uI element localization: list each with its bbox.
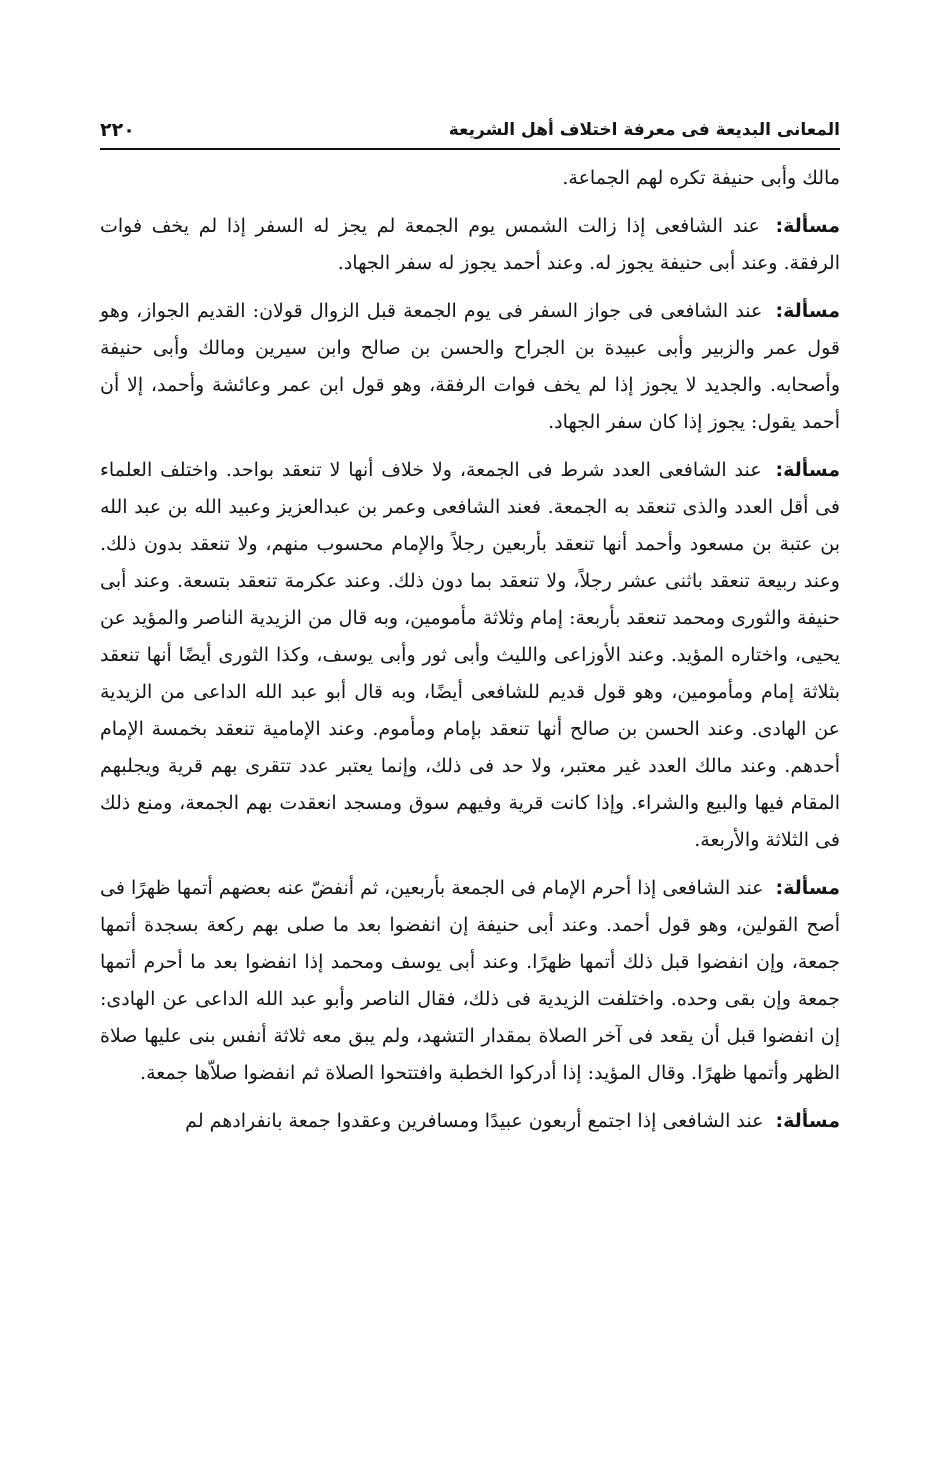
masala-label: مسألة: (775, 215, 841, 237)
masala-paragraph-2 (100, 293, 840, 441)
masala-paragraph-1 (100, 208, 840, 282)
masala-text: عند الشافعى إذا أحرم الإمام فى الجمعة بأربعين، ثم أنفضّ عنه بعضهم أتمها ظهرًا فى أصح القولين، وهو قول أحمد. وعند أبى حنيفة إن انفضوا بعد ما صلى بهم ركعة بسجدة أتمها جمعة، وإن انفضوا قبل ذلك أتمها ظهرًا. وعند أبى يوسف ومحمد إذا انفضوا بعد ما أحرم أتمها جمعة وإن بقى وحده. واختلفت الزيدية فى ذلك، فقال الناصر وأبو عبد الله الداعى عن الهادى: إن انفضوا قبل أن يقعد فى آخر الصلاة بمقدار التشهد، ولم يبق معه ثلاثة أنفس بنى عليها صلاة الظهر وأتمها ظهرًا. وقال المؤيد: إذا أدركوا الخطبة وافتتحوا الصلاة ثم انفضوا صلاّها جمعة. (100, 877, 840, 1084)
masala-paragraph-5 (100, 1103, 840, 1140)
masala-text: عند الشافعى العدد شرط فى الجمعة، ولا خلاف أنها لا تنعقد بواحد. واختلف العلماء فى أقل العدد والذى تنعقد به الجمعة. فعند الشافعى وعمر بن عبدالعزيز وعبيد الله بن عبد الله بن عتبة بن مسعود وأحمد أنها تنعقد بأربعين رجلاً والإمام محسوب منهم، ولا تنعقد بدون ذلك. وعند ربيعة تنعقد باثنى عشر رجلاً، ولا تنعقد بما دون ذلك. وعند عكرمة تنعقد بتسعة. وعند أبى حنيفة والثورى ومحمد تنعقد بأربعة: إمام وثلاثة مأمومين، وبه قال من الزيدية الناصر والمؤيد عن يحيى، واختاره المؤيد. وعند الأوزاعى والليث وأبى ثور وأبى يوسف، وكذا الثورى أيضًا أنها تنعقد بثلاثة إمام ومأمومين، وهو قول قديم للشافعى أيضًا، وبه قال أبو عبد الله الداعى من الزيدية عن الهادى. وعند الحسن بن صالح أنها تنعقد بإمام ومأموم. وعند الإمامية تنعقد بخمسة الإمام أحدهم. وعند مالك العدد غير معتبر، ولا حد فى ذلك، وإنما يعتبر عدد تتقرى بهم قرية ويجلبهم المقام فيها والبيع والشراء. وإذا كانت قرية وفيهم سوق ومسجد انعقدت بهم الجمعة، ومنع ذلك فى الثلاثة والأربعة. (100, 459, 840, 851)
masala-text: عند الشافعى فى جواز السفر فى يوم الجمعة قبل الزوال قولان: القديم الجواز، وهو قول عمر والزبير وأبى عبيدة بن الجراح والحسن بن صالح وابن سيرين ومالك وأبى حنيفة وأصحابه. والجديد لا يجوز إذا لم يخف فوات الرفقة، وهو قول ابن عمر وعائشة وأحمد، إلا أن أحمد يقول: يجوز إذا كان سفر الجهاد. (100, 300, 840, 433)
masala-label: مسألة: (775, 1110, 840, 1132)
masala-label: مسألة: (775, 300, 840, 322)
masala-label: مسألة: (775, 877, 840, 899)
page-number: ٢٢٠ (100, 119, 135, 141)
masala-label: مسألة: (775, 459, 840, 481)
running-title: المعانى البديعة فى معرفة اختلاف أهل الشريعة (448, 120, 840, 140)
continuation-paragraph (100, 160, 840, 197)
continuation-text: مالك وأبى حنيفة تكره لهم الجماعة. (562, 167, 840, 189)
masala-text: عند الشافعى إذا زالت الشمس يوم الجمعة لم يجز له السفر إذا لم يخف فوات الرفقة. وعند أبى حنيفة يجوز له. وعند أحمد يجوز له سفر الجهاد. (100, 215, 840, 274)
page-body (100, 160, 840, 1140)
masala-paragraph-4 (100, 870, 840, 1092)
masala-text: عند الشافعى إذا اجتمع أربعون عبيدًا ومسافرين وعقدوا جمعة بانفرادهم لم (185, 1110, 764, 1132)
running-header (100, 112, 840, 150)
masala-paragraph-3 (100, 452, 840, 859)
